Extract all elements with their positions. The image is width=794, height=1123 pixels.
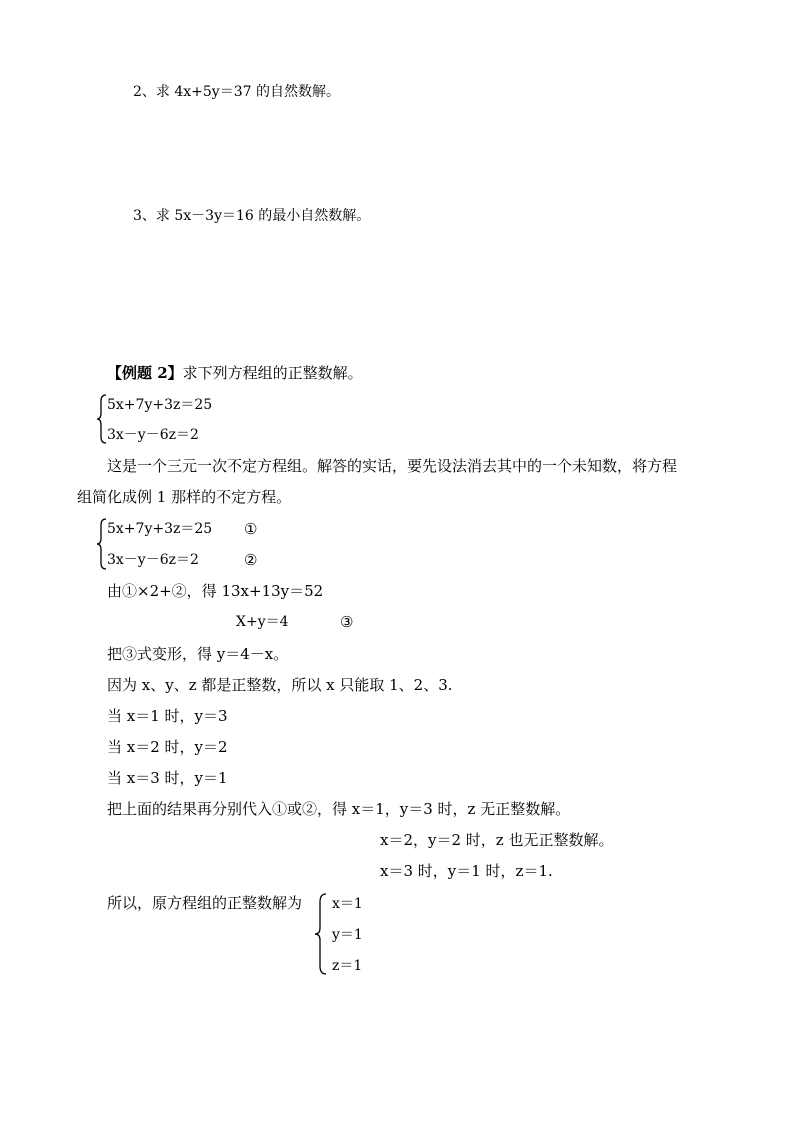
substitution-3: x＝3 时，y＝1 时，z＝1.: [380, 862, 553, 880]
example-prompt: 求下列方程组的正整数解。: [182, 364, 363, 382]
example-label: 【例题 2】: [107, 364, 183, 382]
substitution-2: x＝2，y＝2 时，z 也无正整数解。: [380, 831, 614, 849]
case-3: 当 x＝3 时，y＝1: [107, 769, 228, 787]
step-3: 因为 x、y、z 都是正整数，所以 x 只能取 1、2、3.: [107, 676, 453, 694]
system1-eq1: 5x+7y+3z＝25: [107, 397, 213, 413]
system2-eq1: 5x+7y+3z＝25: [107, 521, 213, 537]
answer-brace: [314, 892, 328, 976]
marker-3: ③: [340, 613, 354, 631]
system2-eq2: 3x－y－6z＝2: [107, 552, 199, 568]
answer-x: x＝1: [332, 896, 363, 912]
example-heading: [107, 364, 363, 382]
step-1b: X+y＝4: [236, 614, 289, 630]
substitution-1: 把上面的结果再分别代入①或②，得 x＝1，y＝3 时，z 无正整数解。: [107, 800, 571, 818]
paragraph-line-1: 这是一个三元一次不定方程组。解答的实话，要先设法消去其中的一个未知数，将方程: [107, 457, 678, 475]
step-1: 由①×2+②，得 13x+13y＝52: [107, 582, 324, 600]
problem-2: 2、求 4x+5y＝37 的自然数解。: [133, 84, 340, 100]
marker-2: ②: [244, 551, 258, 569]
answer-y: y＝1: [332, 927, 363, 943]
answer-z: z＝1: [332, 958, 363, 974]
paragraph-line-2: 组简化成例 1 那样的不定方程。: [77, 488, 292, 506]
marker-1: ①: [244, 520, 258, 538]
case-1: 当 x＝1 时，y＝3: [107, 707, 228, 725]
problem-3: 3、求 5x－3y＝16 的最小自然数解。: [133, 208, 371, 224]
system1-eq2: 3x－y－6z＝2: [107, 427, 199, 443]
case-2: 当 x＝2 时，y＝2: [107, 738, 228, 756]
conclusion: 所以，原方程组的正整数解为: [107, 894, 303, 912]
step-2: 把③式变形，得 y＝4－x。: [107, 645, 289, 663]
